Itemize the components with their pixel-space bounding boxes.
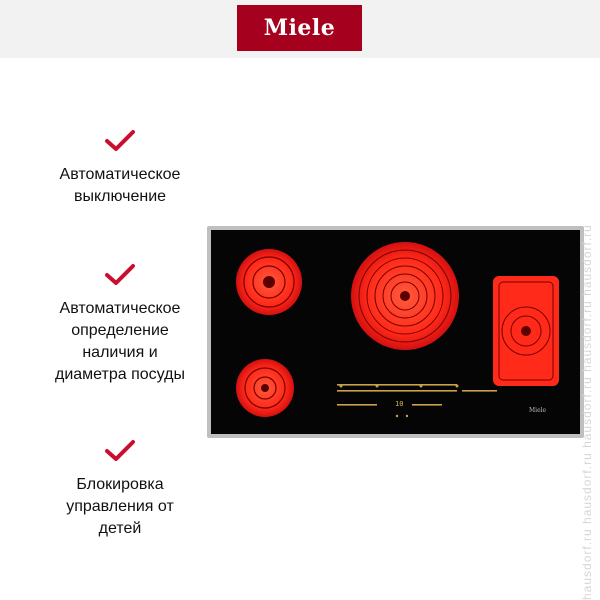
timer-display: 10 xyxy=(395,400,404,408)
cooktop-image xyxy=(207,226,584,443)
cooking-zone-top-left xyxy=(236,249,302,315)
cooking-zone-center-large xyxy=(351,242,459,350)
watermark xyxy=(574,0,600,600)
feature-label: Автоматическое выключение xyxy=(59,166,181,205)
watermark-text: hausdorf.ru hausdorf.ru hausdorf.ru hausdorf.ru hausdorf.ru xyxy=(580,224,594,600)
check-icon xyxy=(103,128,137,154)
brand-logo xyxy=(237,5,362,51)
cooktop-brand-mark: Miele xyxy=(529,407,547,414)
check-icon xyxy=(103,262,137,288)
feature-child-lock xyxy=(0,438,240,540)
feature-auto-off xyxy=(0,128,240,208)
cooking-zone-bottom-left xyxy=(236,359,294,417)
cooking-zone-right-bridge xyxy=(493,276,559,386)
feature-label: Блокировка управления от детей xyxy=(66,476,174,537)
brand-logo-text: Miele xyxy=(263,15,336,41)
feature-label: Автоматическое определение наличия и диаметра посуды xyxy=(55,300,185,383)
feature-pan-detection xyxy=(0,262,240,386)
check-icon xyxy=(103,438,137,464)
